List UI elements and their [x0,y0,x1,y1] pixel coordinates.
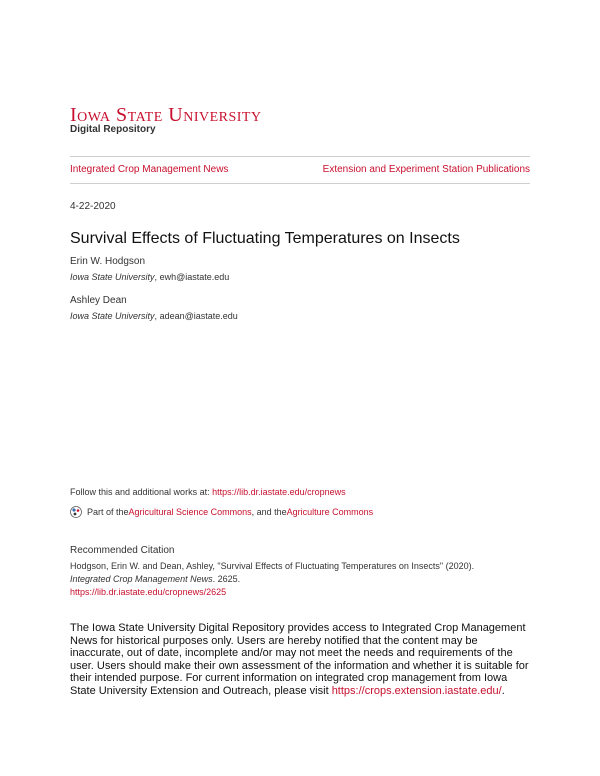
citation-url-link[interactable]: https://lib.dr.iastate.edu/cropnews/2625 [70,587,227,597]
follow-line [70,487,346,497]
citation-text [70,560,540,599]
part-of-prefix: Part of the [87,507,129,517]
author-affiliation: Iowa State University, adean@iastate.edu [70,311,238,321]
university-logo-text: Iowa State University [70,104,262,126]
agriculture-commons-link[interactable]: Agriculture Commons [286,507,374,517]
part-of-middle: , and the [251,507,287,517]
article-title: Survival Effects of Fluctuating Temperatures on Insects [70,230,460,247]
author-email: ewh@iastate.edu [159,272,230,282]
author-email: adean@iastate.edu [159,311,238,321]
citation-line: Hodgson, Erin W. and Dean, Ashley, "Survival Effects of Fluctuating Temperatures on Insects" (2020). [70,561,475,571]
notice-end: . [501,684,505,697]
author-name: Ashley Dean [70,295,127,306]
affiliation-name: Iowa State University [70,311,155,321]
agricultural-science-commons-link[interactable]: Agricultural Science Commons [128,507,252,517]
crops-extension-link[interactable]: https://crops.extension.iastate.edu/ [331,684,502,697]
series-link-extension-publications[interactable]: Extension and Experiment Station Publications [322,164,530,175]
divider-top [70,156,530,157]
publication-date: 4-22-2020 [70,201,116,212]
follow-link[interactable]: https://lib.dr.iastate.edu/cropnews [212,487,346,497]
affiliation-name: Iowa State University [70,272,155,282]
notice-text: The Iowa State University Digital Repository provides access to Integrated Crop Management News for historical purposes only. Users are hereby notified that the content may be inaccurate, out of date, incomplete and/or may not meet the needs and requirements of the user. Users should make their own assessment of the information and whether it is suitable for their intended purpose. For current information on integrated crop management from Iowa State University Extension and Outreach, please visit [70,622,529,697]
repository-notice [70,622,532,697]
part-of-line [70,506,373,518]
commons-network-icon [70,506,82,518]
citation-number: . 2625. [212,574,241,584]
author-affiliation: Iowa State University, ewh@iastate.edu [70,272,230,282]
author-name: Erin W. Hodgson [70,256,146,267]
citation-journal-line [70,573,540,586]
divider-bottom [70,183,530,184]
citation-heading: Recommended Citation [70,545,175,556]
repository-subtitle: Digital Repository [70,124,156,135]
follow-text: Follow this and additional works at: [70,487,213,497]
series-link-icm-news[interactable]: Integrated Crop Management News [70,164,229,175]
citation-journal: Integrated Crop Management News [70,574,213,584]
